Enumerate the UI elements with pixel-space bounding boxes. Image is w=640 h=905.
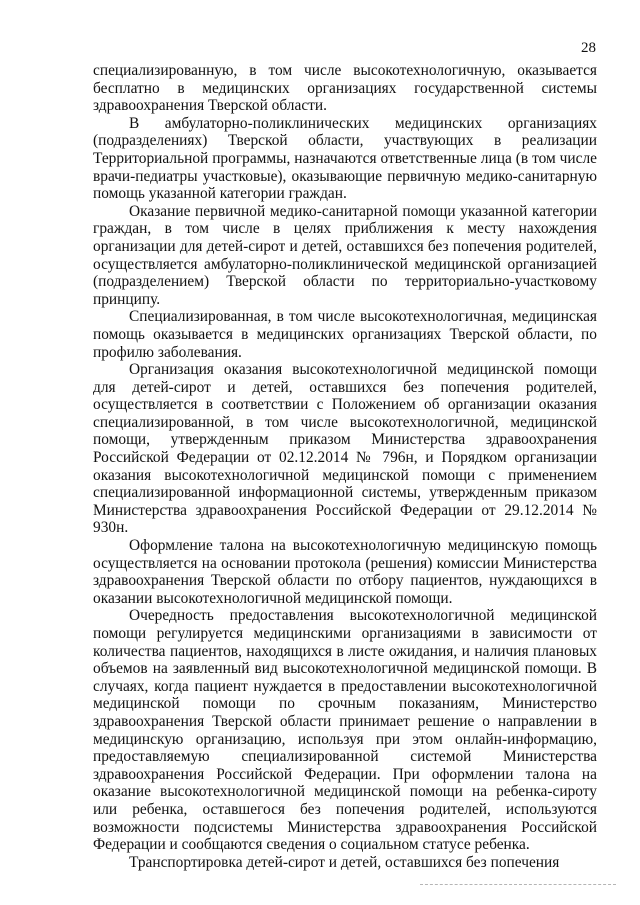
paragraph-3: Оказание первичной медико-санитарной помощи указанной категории граждан, в том числе в целях приближения к месту нахождения организации для детей-сирот и детей, оставшихся без попечения родителей, осуществляется амбулаторно-поликлинической медицинской организацией (подразделением) Тверской области по территориально-участковому принципу. xyxy=(93,202,597,308)
paragraph-2: В амбулаторно-поликлинических медицинских организациях (подразделениях) Тверской области, участвующих в реализации Территориальной программы, назначаются ответственные лица (в том числе врачи-педиатры участковые), оказывающие первичную медико-санитарную помощь указанной категории граждан. xyxy=(93,114,597,203)
page-number: 28 xyxy=(581,40,596,56)
footer-rule xyxy=(420,884,616,885)
paragraph-5: Организация оказания высокотехнологичной медицинской помощи для детей-сирот и детей, оставшихся без попечения родителей, осуществляется в соответствии с Положением об организации оказания специализированной, в том числе высокотехнологичной, медицинской помощи, утвержденным приказом Министерства здравоохранения Российской Федерации от 02.12.2014 № 796н, и Порядком организации оказания высокотехнологичной медицинской помощи с применением специализированной информационной системы, утвержденным приказом Министерства здравоохранения Российской Федерации от 29.12.2014 № 930н. xyxy=(93,361,597,537)
paragraph-8: Транспортировка детей-сирот и детей, оставшихся без попечения xyxy=(129,853,560,871)
paragraph-4: Специализированная, в том числе высокотехнологичная, медицинская помощь оказывается в медицинских организациях Тверской области, по профилю заболевания. xyxy=(93,308,597,361)
document-body xyxy=(93,62,597,871)
paragraph-7: Очередность предоставления высокотехнологичной медицинской помощи регулируется медицинскими организациями в зависимости от количества пациентов, находящихся в листе ожидания, и наличия плановых объемов на заявленный вид высокотехнологичной медицинской помощи. В случаях, когда пациент нуждается в предоставлении высокотехнологичной медицинской помощи по срочным показаниям, Министерство здравоохранения Тверской области принимает решение о направлении в медицинскую организацию, используя при этом онлайн-информацию, предоставляемую специализированной системой Министерства здравоохранения Российской Федерации. При оформлении талона на оказание высокотехнологичной медицинской помощи на ребенка-сироту или ребенка, оставшегося без попечения родителей, используются возможности подсистемы Министерства здравоохранения Российской Федерации и сообщаются сведения о социальном статусе ребенка. xyxy=(93,607,597,854)
paragraph-6: Оформление талона на высокотехнологичную медицинскую помощь осуществляется на основании протокола (решения) комиссии Министерства здравоохранения Тверской области по отбору пациентов, нуждающихся в оказании высокотехнологичной медицинской помощи. xyxy=(93,537,597,607)
paragraph-1: специализированную, в том числе высокотехнологичную, оказывается бесплатно в медицинских организациях государственной системы здравоохранения Тверской области. xyxy=(93,62,597,115)
